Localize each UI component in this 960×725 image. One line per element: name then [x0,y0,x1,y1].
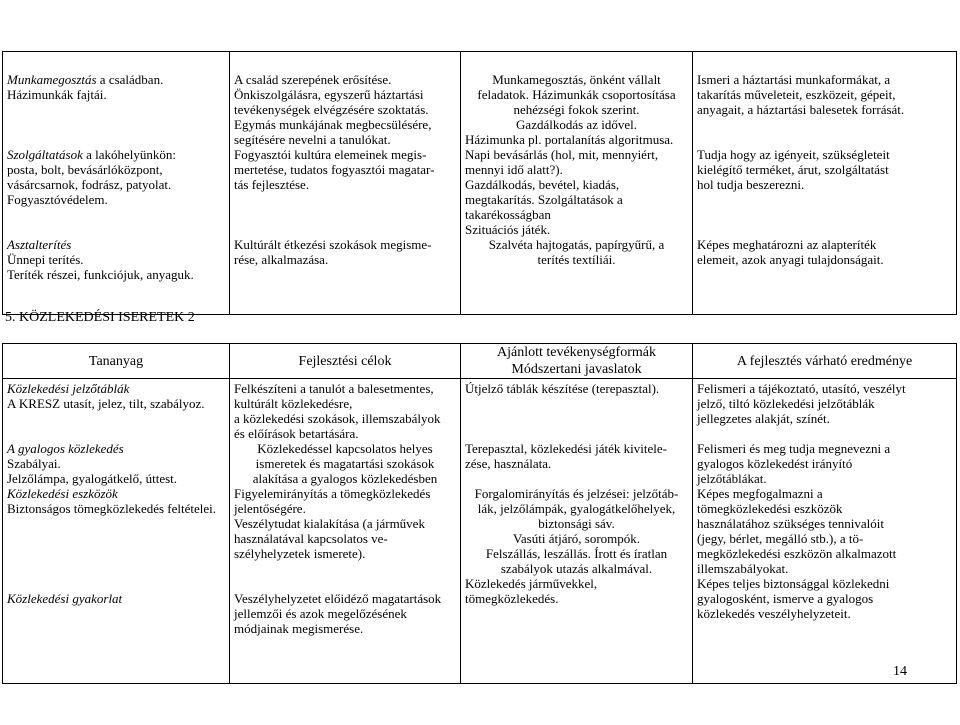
text-line: Szabályai. [7,456,61,471]
line-text: Házimunkák fajtái. [7,87,107,102]
line-text: Fogyasztóvédelem. [7,192,108,207]
header-goals: Fejlesztési célok [230,344,461,379]
text-line [7,177,225,192]
text-line: Egymás munkájának megbecsülésére, [234,117,432,132]
text-line: tömegközlekedési eszközök [697,501,843,516]
text-line: módjainak megismerése. [234,621,364,636]
text-line: jelzőtáblákat. [697,471,767,486]
text-line: Fogyasztói kultúra elemeinek megis- [234,147,427,162]
header-outcomes: A fejlesztés várható eredménye [693,344,957,379]
text-line [697,222,952,237]
text-line: elemeit, azok anyagi tulajdonságait. [697,252,884,267]
text-line: biztonsági sáv. [538,516,615,531]
text-line [7,426,225,441]
text-line: lák, jelzőlámpák, gyalogátkelőhelyek, [477,501,676,516]
text-line [465,426,688,441]
text-line: anyagait, a háztartási balesetek forrását. [697,102,905,117]
text-line: A KRESZ utasít, jelez, tilt, szabályoz. [7,396,205,411]
text-line [7,207,225,222]
text-line [7,576,225,591]
text-line: (jegy, bérlet, megálló stb.), a tö- [697,531,864,546]
text-line [7,267,225,282]
text-line [234,192,456,207]
italic-term: Szolgáltatások [7,147,83,162]
text-line: illemszabályokat. [697,561,789,576]
text-line: A család szerepének erősítése. [234,72,392,87]
text-line: Jelzőlámpa, gyalogátkelő, úttest. [7,471,178,486]
line-text: Teríték részei, funkciójuk, anyaguk. [7,267,194,282]
text-line: ismeretek és magatartási szokások [255,456,435,471]
text-line: Felismeri és meg tudja megnevezni a [697,441,891,456]
text-line: Képes megfogalmazni a [697,486,823,501]
text-line [7,516,225,531]
text-line [234,222,456,237]
text-line [7,411,225,426]
text-line: A gyalogos közlekedés [7,441,124,456]
text-line: Gazdálkodás, bevétel, kiadás, [465,177,620,192]
text-line: szélyhelyzetek ismerete). [234,546,366,561]
text-line: Közlekedés járművekkel, [465,576,598,591]
text-line [7,237,225,252]
text-line [234,576,456,591]
text-line [465,471,688,486]
text-line: Felkészíteni a tanulót a balesetmentes, [234,381,434,396]
text-line: Közlekedési gyakorlat [7,591,123,606]
table-cell-curriculum [3,379,230,684]
line-text: posta, bolt, bevásárlóközpont, [7,162,163,177]
text-line [7,531,225,546]
text-line: jellemzői és azok megelőzésének [234,606,407,621]
table-cell-outcomes [693,52,957,315]
text-line [7,546,225,561]
text-line: segítésére nevelni a tanulókat. [234,132,391,147]
text-line [7,147,225,162]
table-cell-activities [461,379,693,684]
text-line: takarékosságban [465,207,551,222]
text-line: kielégítő terméket, árut, szolgáltatást [697,162,889,177]
text-line: Közlekedési jelzőtáblák [7,381,130,396]
text-line [697,207,952,222]
text-line: alakítása a gyalogos közlekedésben [252,471,438,486]
section-title: 5. KÖZLEKEDÉSI ISERETEK 2 [5,310,195,325]
text-line [7,192,225,207]
text-line: tás fejlesztése. [234,177,310,192]
text-line [7,72,225,87]
text-line: Biztonságos tömegközlekedés feltételei. [7,501,217,516]
text-line: rése, alkalmazása. [234,252,329,267]
table-cell-goals [230,379,461,684]
text-line [7,102,225,117]
text-line [7,117,225,132]
text-line: Képes teljes biztonsággal közlekedni [697,576,890,591]
text-line: tömegközlekedés. [465,591,559,606]
table-cell-outcomes [693,379,957,684]
text-line [465,411,688,426]
text-line: Kultúrált étkezési szokások megisme- [234,237,432,252]
text-line: kultúrált közlekedésre, [234,396,353,411]
text-line [697,117,952,132]
text-line: Képes meghatározni az alapteríték [697,237,877,252]
line-text: a lakóhelyünkön: [82,147,176,162]
text-line: Napi bevásárlás (hol, mit, mennyiért, [465,147,659,162]
italic-term: Munkamegosztás [7,72,97,87]
text-line: hol tudja beszerezni. [697,177,805,192]
text-line [7,561,225,576]
header-activities-line1: Ajánlott tevékenységformák [496,345,656,360]
text-line: takarítás műveleteit, eszközeit, gépeit, [697,87,896,102]
text-line: és előírások betartására. [234,426,359,441]
italic-term: Asztalterítés [7,237,72,252]
text-line: Veszélyhelyzetet előidéző magatartások [234,591,442,606]
text-line: a közlekedési szokások, illemszabályok [234,411,441,426]
table-header-row [3,344,957,379]
table-row [3,52,957,315]
text-line: megtakarítás. Szolgáltatások a [465,192,623,207]
text-line: Gazdálkodás az idővel. [516,117,637,132]
text-line: Útjelző táblák készítése (terepasztal). [465,381,660,396]
text-line: nehézségi fokok szerint. [513,102,640,117]
table-cell-goals [230,52,461,315]
text-line [697,192,952,207]
text-line: Szituációs játék. [465,222,551,237]
text-line [7,252,225,267]
text-line: Terepasztal, közlekedési játék kivitele- [465,441,667,456]
text-line: megközlekedési eszközön alkalmazott [697,546,897,561]
text-line [465,396,688,411]
table-row [3,379,957,684]
text-line: Tudja hogy az igényeit, szükségleteit [697,147,890,162]
text-line: tevékenységek elvégzésére szoktatás. [234,102,429,117]
line-text: Ünnepi terítés. [7,252,84,267]
text-line: Önkiszolgálásra, egyszerű háztartási [234,87,424,102]
table-cell-activities [461,52,693,315]
text-line: közlekedés veszélyhelyzeteit. [697,606,851,621]
text-line [7,162,225,177]
text-line: Ismeri a háztartási munkaformákat, a [697,72,891,87]
text-line: használatával kapcsolatos ve- [234,531,388,546]
text-line [697,132,952,147]
text-line: Felismeri a tájékoztató, utasító, veszélyt [697,381,906,396]
text-line: zése, használata. [465,456,552,471]
text-line: Házimunka pl. portalanítás algoritmusa. [465,132,674,147]
text-line: terítés textíliái. [537,252,616,267]
text-line: mennyi idő alatt?). [465,162,563,177]
text-line: szabályok utazás alkalmával. [500,561,653,576]
table-cell-curriculum [3,52,230,315]
text-line: jelentőségére. [234,501,306,516]
text-line: Forgalomirányítás és jelzései: jelzőtáb- [474,486,679,501]
page-number: 14 [893,664,907,679]
header-activities-line2: Módszertani javaslatok [511,362,642,377]
text-line: Szalvéta hajtogatás, papírgyűrű, a [488,237,665,252]
text-line: használatához szükséges tennivalóit [697,516,884,531]
text-line: Felszállás, leszállás. Írott és íratlan [485,546,668,561]
header-activities [461,344,693,379]
text-line: gyalogos közlekedést irányító [697,456,853,471]
table-household [2,51,957,315]
text-line: feladatok. Házimunkák csoportosítása [477,87,676,102]
text-line: Közlekedéssel kapcsolatos helyes [257,441,433,456]
text-line [7,132,225,147]
text-line: jelző, tiltó közlekedési jelzőtáblák [697,396,875,411]
text-line [7,222,225,237]
text-line: Közlekedési eszközök [7,486,118,501]
line-text: vásárcsarnok, fodrász, patyolat. [7,177,172,192]
text-line [234,207,456,222]
line-text: a családban. [96,72,164,87]
text-line [7,87,225,102]
table-traffic [2,343,957,684]
text-line [697,426,952,441]
text-line: jellegzetes alakját, színét. [697,411,830,426]
header-curriculum: Tananyag [3,344,230,379]
text-line: mertetése, tudatos fogyasztói magatar- [234,162,435,177]
text-line: Figyelemirányítás a tömegközlekedés [234,486,431,501]
text-line: Veszélytudat kialakítása (a járművek [234,516,425,531]
text-line: Munkamegosztás, önként vállalt [492,72,661,87]
text-line: gyalogosként, ismerve a gyalogos [697,591,874,606]
text-line [234,561,456,576]
text-line: Vasúti átjáró, sorompók. [512,531,641,546]
